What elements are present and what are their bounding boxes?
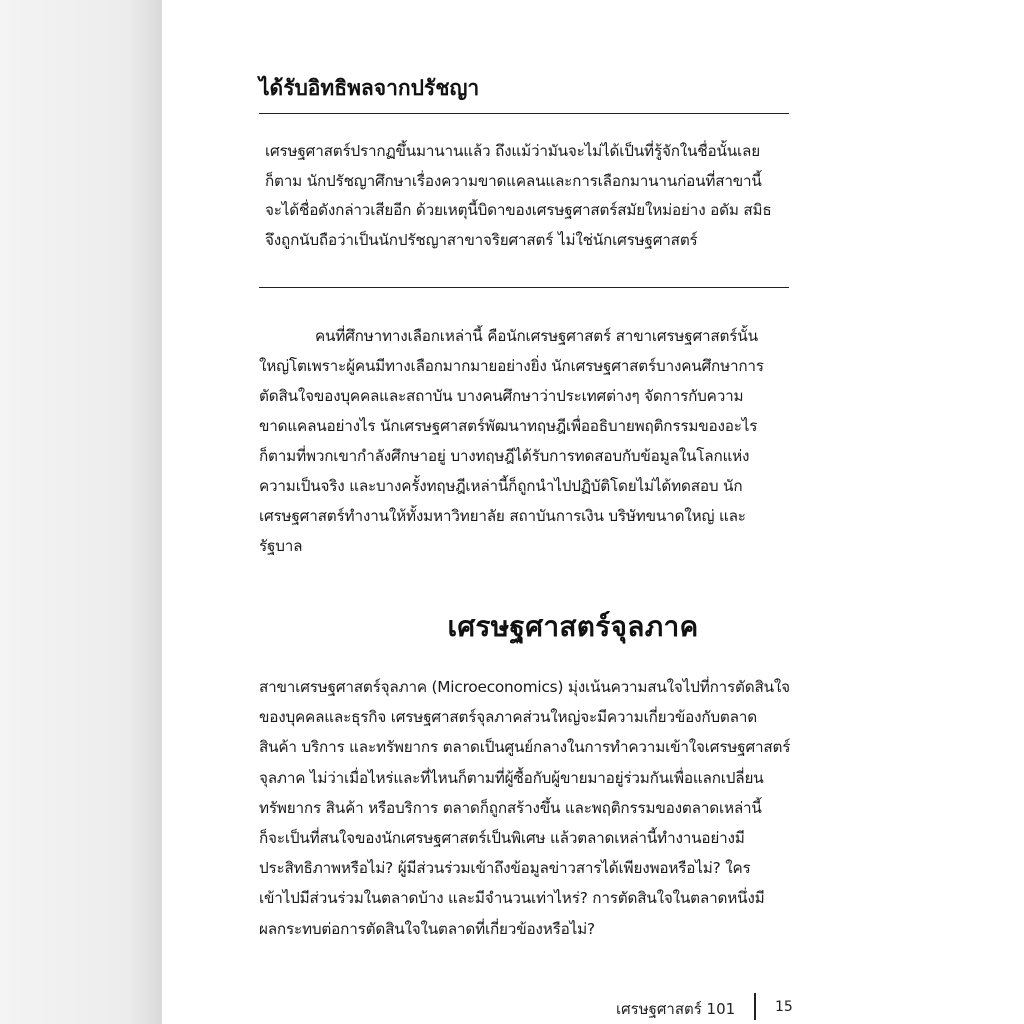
paragraph-line: จุลภาค ไม่ว่าเมื่อไหร่และที่ไหนก็ตามที่ผู้ซื้อกับผู้ขายมาอยู่ร่วมกันเพื่อแลกเปลี่ยน: [259, 768, 764, 787]
paragraph-line: ผลกระทบต่อการตัดสินใจในตลาดที่เกี่ยวข้องหรือไม่?: [259, 919, 595, 938]
sidebar-body: [265, 137, 795, 255]
paragraph-line: ขาดแคลนอย่างไร นักเศรษฐศาสตร์พัฒนาทฤษฎีเพื่ออธิบายพฤติกรรมของอะไร: [259, 417, 758, 435]
book-page: [162, 0, 1024, 1024]
paragraph-line: ทรัพยากร สินค้า หรือบริการ ตลาดก็ถูกสร้างขึ้น และพฤติกรรมของตลาดเหล่านี้: [259, 798, 762, 817]
sidebar-top-rule: [259, 113, 789, 114]
paragraph-line: เข้าไปมีส่วนร่วมในตลาดบ้าง และมีจำนวนเท่าไหร่? การตัดสินใจในตลาดหนึ่งมี: [259, 889, 765, 908]
page-gutter-shadow: [0, 0, 162, 1024]
sidebar-title: ได้รับอิทธิพลจากปรัชญา: [259, 76, 480, 100]
paragraph-line: ความเป็นจริง และบางครั้งทฤษฎีเหล่านี้ก็ถูกนำไปปฏิบัติโดยไม่ได้ทดสอบ นัก: [259, 477, 743, 495]
paragraph-line: ของบุคคลและธุรกิจ เศรษฐศาสตร์จุลภาคส่วนใหญ่จะมีความเกี่ยวข้องกับตลาด: [259, 708, 757, 727]
footer-separator: [754, 993, 756, 1020]
sidebar-line: จะได้ชื่อดังกล่าวเสียอีก ด้วยเหตุนี้บิดาของเศรษฐศาสตร์สมัยใหม่อย่าง อดัม สมิธ: [265, 201, 772, 219]
sidebar-line: เศรษฐศาสตร์ปรากฏขึ้นมานานแล้ว ถึงแม้ว่ามันจะไม่ได้เป็นที่รู้จักในชื่อนั้นเลย: [265, 142, 760, 160]
sidebar-line: จึงถูกนับถือว่าเป็นนักปรัชญาสาขาจริยศาสตร์ ไม่ใช่นักเศรษฐศาสตร์: [265, 230, 698, 249]
paragraph-line: คนที่ศึกษาทางเลือกเหล่านี้ คือนักเศรษฐศาสตร์ สาขาเศรษฐศาสตร์นั้น: [315, 327, 758, 345]
section-heading: [162, 605, 1024, 649]
paragraph-line: ตัดสินใจของบุคคลและสถาบัน บางคนศึกษาว่าประเทศต่างๆ จัดการกับความ: [259, 387, 744, 405]
paragraph-line: สินค้า บริการ และทรัพยากร ตลาดเป็นศูนย์กลางในการทำความเข้าใจเศรษฐศาสตร์: [259, 738, 791, 757]
section-heading-text: เศรษฐศาสตร์จุลภาค: [447, 610, 699, 643]
microeconomics-paragraph: [259, 672, 797, 944]
intro-paragraph: [259, 321, 791, 561]
sidebar-bottom-rule: [259, 287, 789, 288]
paragraph-line: ก็จะเป็นที่สนใจของนักเศรษฐศาสตร์เป็นพิเศษ แล้วตลาดเหล่านี้ทำงานอย่างมี: [259, 829, 745, 848]
paragraph-line: เศรษฐศาสตร์ทำงานให้ทั้งมหาวิทยาลัย สถาบันการเงิน บริษัทขนาดใหญ่ และ: [259, 507, 746, 525]
paragraph-line: สาขาเศรษฐศาสตร์จุลภาค (Microeconomics) มุ่งเน้นความสนใจไปที่การตัดสินใจ: [259, 678, 790, 696]
page-number: 15: [775, 999, 793, 1015]
sidebar-line: ก็ตาม นักปรัชญาศึกษาเรื่องความขาดแคลนและการเลือกมานานก่อนที่สาขานี้: [265, 171, 762, 190]
paragraph-line: ใหญ่โตเพราะผู้คนมีทางเลือกมากมายอย่างยิ่ง นักเศรษฐศาสตร์บางคนศึกษาการ: [259, 357, 764, 375]
paragraph-line: รัฐบาล: [259, 537, 303, 555]
running-footer-title: เศรษฐศาสตร์ 101: [616, 1000, 736, 1018]
paragraph-line: ก็ตามที่พวกเขากำลังศึกษาอยู่ บางทฤษฎีได้รับการทดสอบกับข้อมูลในโลกแห่ง: [259, 447, 750, 465]
paragraph-line: ประสิทธิภาพหรือไม่? ผู้มีส่วนร่วมเข้าถึงข้อมูลข่าวสารได้เพียงพอหรือไม่? ใคร: [259, 859, 751, 878]
